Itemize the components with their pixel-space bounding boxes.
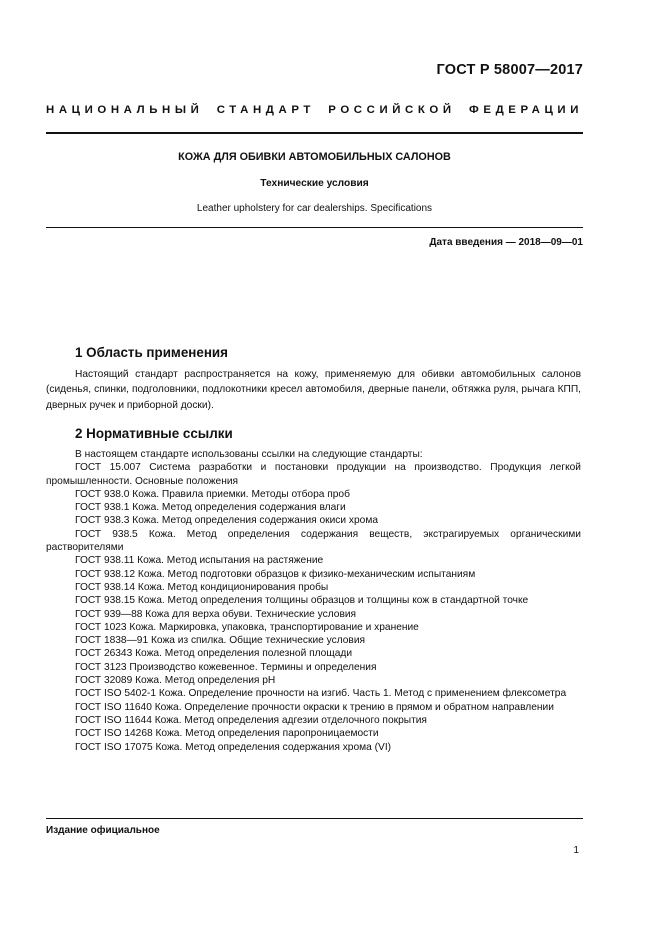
reference-item: ГОСТ 15.007 Система разработки и постановки продукции на производство. Продукция легкой промышленности. Основные положения: [46, 462, 581, 487]
reference-item: ГОСТ 938.14 Кожа. Метод кондиционирования пробы: [75, 581, 329, 593]
reference-item: ГОСТ 938.1 Кожа. Метод определения содержания влаги: [75, 502, 346, 514]
national-standard-banner: НАЦИОНАЛЬНЫЙ СТАНДАРТ РОССИЙСКОЙ ФЕДЕРАЦИИ: [46, 104, 583, 116]
header-divider: [46, 132, 583, 134]
reference-item: ГОСТ ISO 17075 Кожа. Метод определения содержания хрома (VI): [75, 741, 392, 753]
reference-item: ГОСТ ISO 11644 Кожа. Метод определения адгезии отделочного покрытия: [75, 714, 427, 726]
english-title: Leather upholstery for car dealerships. Specifications: [196, 203, 433, 214]
reference-item: ГОСТ 939—88 Кожа для верха обуви. Технические условия: [75, 608, 357, 620]
official-edition-label: Издание официальное: [46, 825, 160, 836]
title-divider: [46, 227, 583, 228]
reference-item: ГОСТ 32089 Кожа. Метод определения pH: [75, 675, 276, 687]
section-1-heading: 1 Область применения: [75, 345, 228, 360]
reference-item: ГОСТ 938.0 Кожа. Правила приемки. Методы отбора проб: [75, 488, 350, 500]
reference-item: ГОСТ ISO 11640 Кожа. Определение прочности окраски к трению в прямом и обратном направлении: [75, 701, 554, 713]
reference-item: ГОСТ 1838—91 Кожа из спилка. Общие технические условия: [75, 635, 366, 647]
footer-divider: [46, 818, 583, 819]
reference-item: ГОСТ 938.5 Кожа. Метод определения содержания веществ, экстрагируемых органическими растворителями: [46, 528, 581, 554]
section-2-heading: 2 Нормативные ссылки: [75, 426, 233, 441]
introduction-date: Дата введения — 2018—09—01: [429, 237, 583, 248]
reference-item: ГОСТ ISO 5402-1 Кожа. Определение прочности на изгиб. Часть 1. Метод с применением флексометра: [75, 688, 567, 700]
section-1-text: Настоящий стандарт распространяется на кожу, применяемую для обивки автомобильных салонов (сиденья, спинки, подголовники, подлокотники кресел автомобиля, дверные панели, обтяжка руля, рычага КПП, дверных ручек и приборной доски).: [46, 369, 581, 411]
references-list: [46, 448, 581, 754]
document-subtitle: Технические условия: [260, 178, 369, 189]
page-number: 1: [573, 845, 579, 856]
document-code: ГОСТ Р 58007—2017: [436, 62, 583, 78]
reference-item: ГОСТ 1023 Кожа. Маркировка, упаковка, транспортирование и хранение: [75, 621, 419, 633]
reference-item: ГОСТ 938.3 Кожа. Метод определения содержания окиси хрома: [75, 515, 379, 527]
document-title: КОЖА ДЛЯ ОБИВКИ АВТОМОБИЛЬНЫХ САЛОНОВ: [178, 151, 451, 163]
reference-item: ГОСТ 3123 Производство кожевенное. Термины и определения: [75, 661, 377, 673]
reference-item: ГОСТ ISO 14268 Кожа. Метод определения паропроницаемости: [75, 728, 379, 740]
reference-item: ГОСТ 938.15 Кожа. Метод определения толщины образцов и толщины кож в стандартной точке: [75, 595, 529, 607]
reference-item: ГОСТ 938.12 Кожа. Метод подготовки образцов к физико-механическим испытаниям: [75, 568, 476, 580]
references-intro: В настоящем стандарте использованы ссылки на следующие стандарты:: [75, 449, 423, 460]
reference-item: ГОСТ 938.11 Кожа. Метод испытания на растяжение: [75, 555, 324, 567]
reference-item: ГОСТ 26343 Кожа. Метод определения полезной площади: [75, 648, 353, 660]
